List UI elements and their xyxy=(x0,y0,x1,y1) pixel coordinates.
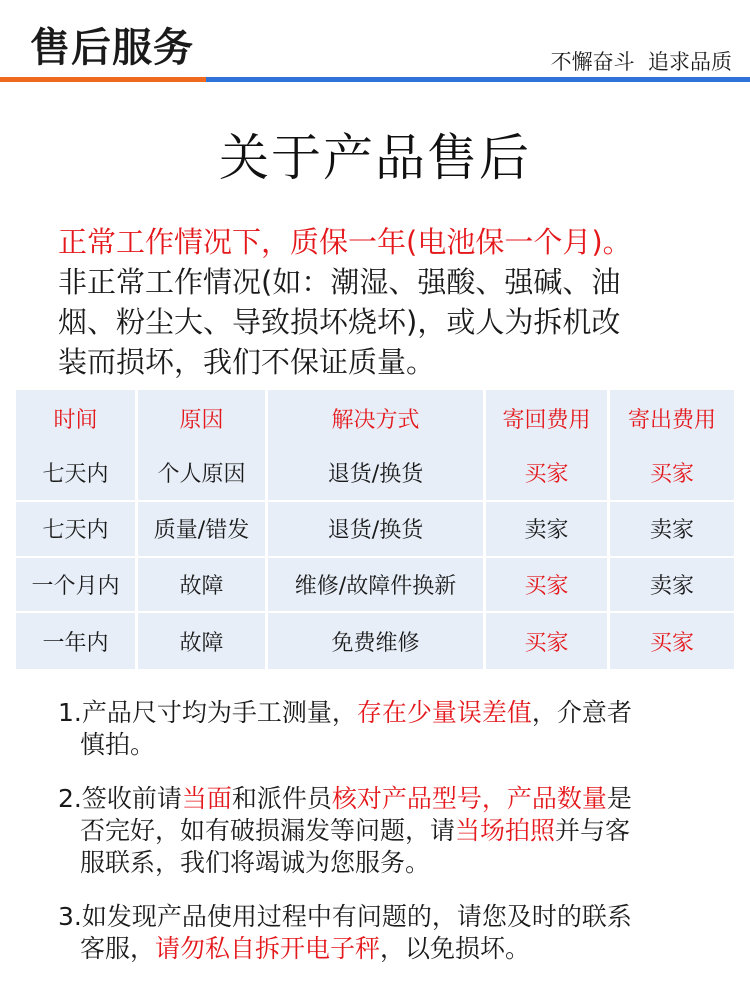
column-header-reason: 原因 xyxy=(138,390,268,446)
column-header-send-cost: 寄出费用 xyxy=(610,390,734,446)
table-cell: 一个月内 xyxy=(16,558,138,614)
note-text: 是 xyxy=(606,784,632,813)
note-item xyxy=(58,783,718,879)
page-header xyxy=(0,0,750,84)
note-highlight: 请勿私自拆开电子秤 xyxy=(155,934,381,963)
table-cell: 故障 xyxy=(138,558,268,614)
note-line xyxy=(58,815,718,847)
header-slogan: 不懈奋斗 追求品质 xyxy=(550,50,732,74)
table-cell: 一年内 xyxy=(16,613,138,669)
intro-line: 烟、粉尘大、导致损坏烧坏)，或人为拆机改 xyxy=(58,305,621,339)
table-cell: 七天内 xyxy=(16,446,138,502)
table-cell: 退货/换货 xyxy=(268,502,486,558)
table-cell: 买家 xyxy=(610,613,734,669)
table-cell: 卖家 xyxy=(486,502,610,558)
note-text: 客服， xyxy=(80,934,156,963)
table-cell: 质量/错发 xyxy=(138,502,268,558)
note-text: ，以免损坏。 xyxy=(380,934,531,963)
section-heading: 关于产品售后 xyxy=(219,129,531,187)
note-text: 并与客 xyxy=(555,816,631,845)
note-item xyxy=(58,901,718,965)
note-highlight: 核对产品型号，产品数量 xyxy=(331,784,607,813)
table-cell: 七天内 xyxy=(16,502,138,558)
note-text: ，介意者 xyxy=(531,698,632,727)
column-header-solution: 解决方式 xyxy=(268,390,486,446)
note-highlight: 当面 xyxy=(181,784,232,813)
header-divider-orange xyxy=(0,77,206,82)
table-cell: 免费维修 xyxy=(268,613,486,669)
table-cell: 卖家 xyxy=(610,502,734,558)
column-header-time: 时间 xyxy=(16,390,138,446)
table-row xyxy=(16,613,734,669)
table-row xyxy=(16,446,734,502)
table-row xyxy=(16,502,734,558)
note-text: 3.如发现产品使用过程中有问题的，请您及时的联系 xyxy=(58,902,632,931)
note-line xyxy=(58,933,718,965)
table-cell: 卖家 xyxy=(610,558,734,614)
table-cell: 维修/故障件换新 xyxy=(268,558,486,614)
note-highlight: 存在少量误差值 xyxy=(356,698,532,727)
note-text: 慎拍。 xyxy=(80,730,156,759)
table-header-row xyxy=(16,390,734,446)
table-cell: 退货/换货 xyxy=(268,446,486,502)
table-row xyxy=(16,558,734,614)
table-cell: 买家 xyxy=(486,446,610,502)
intro-line: 装而损坏，我们不保证质量。 xyxy=(58,345,436,379)
note-text: 否完好，如有破损漏发等问题，请 xyxy=(80,816,456,845)
table-cell: 买家 xyxy=(486,613,610,669)
warranty-intro xyxy=(58,222,708,382)
table-cell: 个人原因 xyxy=(138,446,268,502)
note-text: 和派件员 xyxy=(231,784,332,813)
header-title: 售后服务 xyxy=(30,25,194,71)
note-text: 1.产品尺寸均为手工测量， xyxy=(58,698,357,727)
table-cell: 故障 xyxy=(138,613,268,669)
after-sales-table xyxy=(16,390,734,669)
intro-line: 非正常工作情况(如：潮湿、强酸、强碱、油 xyxy=(58,265,621,299)
note-text: 服联系，我们将竭诚为您服务。 xyxy=(80,848,431,877)
note-item xyxy=(58,697,718,761)
note-highlight: 当场拍照 xyxy=(455,816,556,845)
column-header-return-cost: 寄回费用 xyxy=(486,390,610,446)
table-cell: 买家 xyxy=(486,558,610,614)
note-text: 2.签收前请 xyxy=(58,784,182,813)
table-cell: 买家 xyxy=(610,446,734,502)
notes-list xyxy=(58,697,718,987)
warranty-statement: 正常工作情况下，质保一年(电池保一个月)。 xyxy=(58,225,632,259)
